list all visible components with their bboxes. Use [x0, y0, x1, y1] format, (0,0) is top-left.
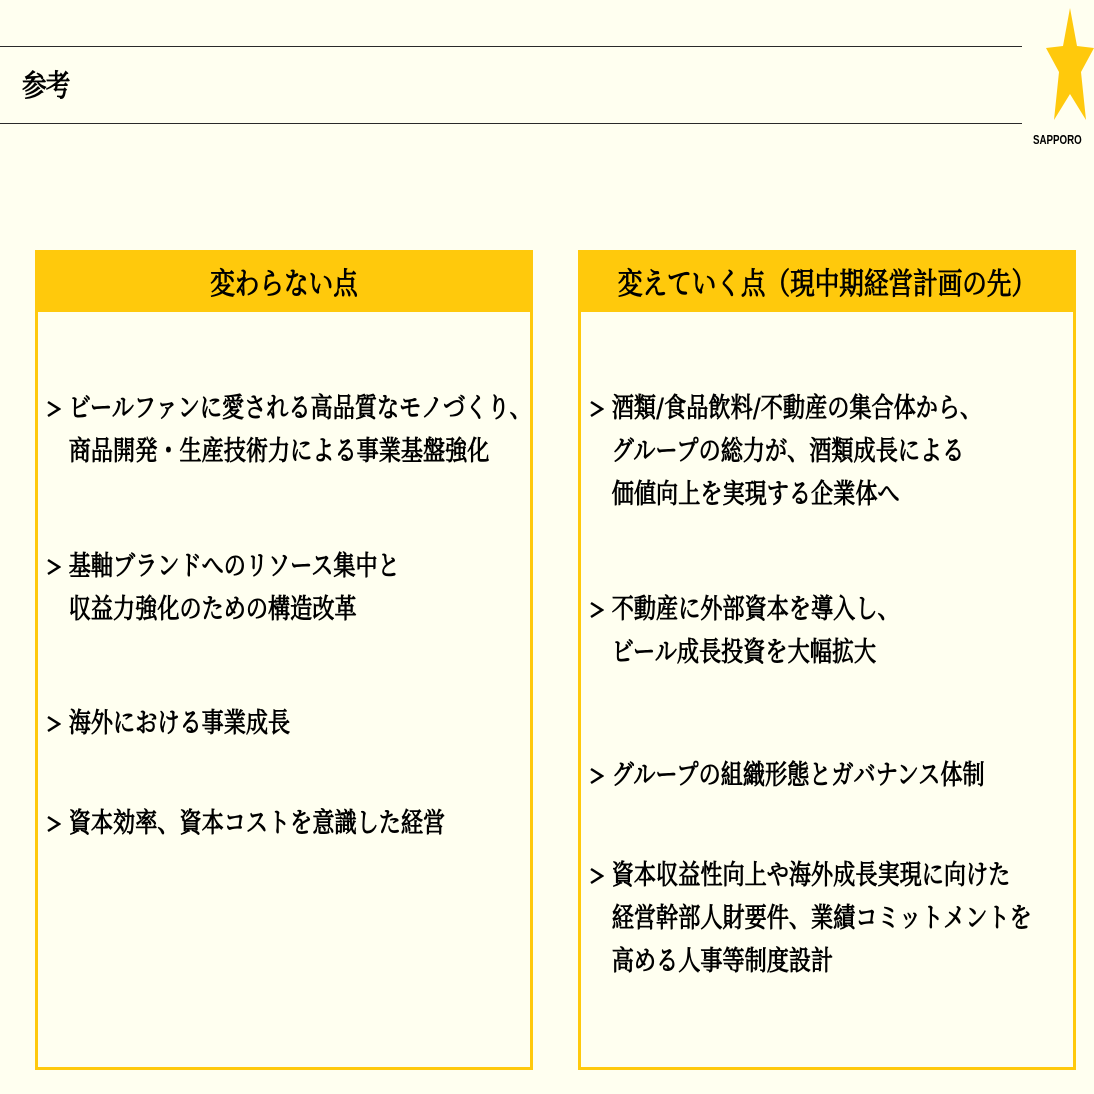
panel-border	[35, 250, 533, 1070]
bullet-line: 海外における事業成長	[68, 708, 291, 739]
bullet-item	[588, 588, 1070, 674]
bullet-line: 資本収益性向上や海外成長実現に向けた	[611, 860, 1011, 891]
panel-title: 変わらない点	[210, 267, 358, 302]
bullet-item	[45, 387, 532, 473]
page-title: 参考	[22, 69, 70, 104]
bullet-item	[45, 802, 527, 845]
panel-header	[578, 250, 1076, 312]
sapporo-logo	[1032, 8, 1094, 148]
bullet-item	[588, 387, 1070, 516]
header-bottom-rule	[0, 123, 1022, 124]
bullet-line: 高める人事等制度設計	[611, 946, 834, 977]
changing-points-panel	[578, 250, 1076, 1070]
bullet-line: 不動産に外部資本を導入し、	[611, 594, 900, 625]
bullet-line: 酒類/食品飲料/不動産の集合体から、	[611, 393, 983, 424]
bullet-line: グループの総力が、酒類成長による	[611, 436, 965, 467]
bullet-item	[45, 702, 527, 745]
bullet-line: 価値向上を実現する企業体へ	[611, 479, 900, 510]
bullet-item	[45, 545, 527, 631]
logo-text: SAPPORO	[1033, 132, 1082, 147]
bullet-line: グループの組織形態とガバナンス体制	[611, 760, 985, 791]
unchanging-points-panel	[35, 250, 533, 1070]
bullet-line: 基軸ブランドへのリソース集中と	[68, 551, 400, 582]
bullet-item	[588, 854, 1070, 983]
bullet-line: 経営幹部人財要件、業績コミットメントを	[611, 903, 1032, 934]
bullet-line: 商品開発・生産技術力による事業基盤強化	[68, 436, 490, 467]
bullet-line: 資本効率、資本コストを意識した経営	[68, 808, 446, 839]
bullet-line: ビール成長投資を大幅拡大	[611, 637, 877, 668]
panel-header	[35, 250, 533, 312]
panel-title: 変えていく点（現中期経営計画の先）	[617, 267, 1037, 302]
header-top-rule	[0, 46, 1022, 47]
bullet-line: 収益力強化のための構造改革	[68, 594, 357, 625]
star-icon	[1046, 8, 1094, 120]
bullet-line: ビールファンに愛される高品質なモノづくり、	[68, 393, 532, 424]
bullet-item	[588, 754, 1070, 797]
